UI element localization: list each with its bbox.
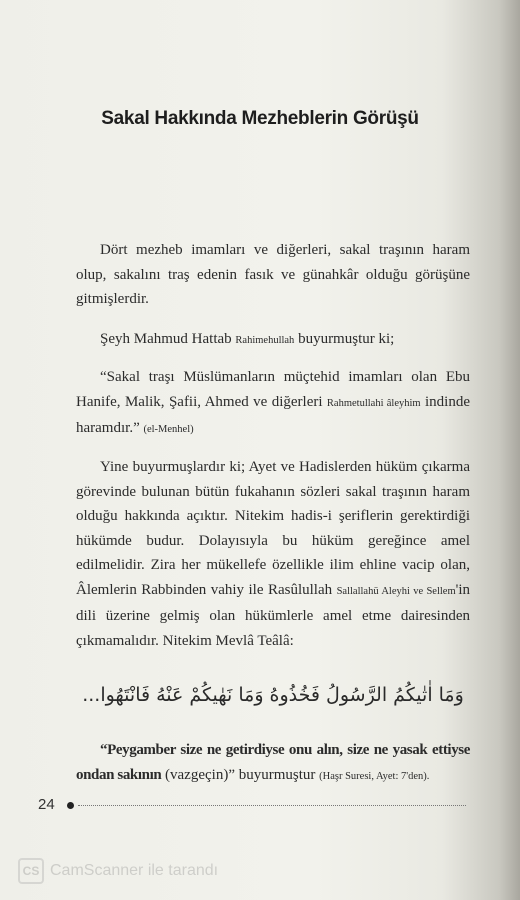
honorific: Rahmetullahi âleyhim [326,397,421,409]
quote-text-end: indinde haramdır.” [76,393,470,436]
scanner-watermark [18,858,218,884]
page-number: 24 [38,796,55,813]
watermark-text: CamScanner ile tarandı [50,862,219,880]
translation-note: (vazgeçin)” buyurmuştur [161,766,320,783]
paragraph-2-text: Şeyh Mahmud Hattab [100,331,236,347]
paragraph-4-text: Yine buyurmuşlardır ki; Ayet ve Hadislerden hüküm çıkarma görevinde bulunan bütün fukahanın sözleri sakal traşının haram olduğu hakkında açıktır. Nitekim hadis-i şeriflerin gerektirdiği hükümde budur. Dolayısıyla bu hüküm gereğince amel edilmelidir. Zira her mükellefe özellikle ilim ehline vacip olan, Âlemlerin Rabbinden vahiy ile Rasûlullah [76,459,470,598]
paragraph-5-translation [76,738,470,789]
paragraph-3-quote [76,365,470,443]
bullet-icon [67,802,74,809]
camscanner-logo-icon: CS [18,858,44,884]
honorific: Rahimehullah [235,335,295,346]
quote-text: “Sakal traşı Müslümanların müçtehid imamları olan Ebu Hanife, Malik, Şafii, Ahmed ve diğerleri [76,369,470,410]
page-title: Sakal Hakkında Mezheblerin Görüşü [101,108,419,129]
honorific: Sallallahü Aleyhi ve Sellem [336,585,456,597]
paragraph-2 [76,327,470,354]
paragraph-4 [76,455,470,653]
page-footer [38,796,468,816]
dotted-divider [78,805,466,806]
paragraph-2-text-end: buyurmuştur ki; [294,331,395,347]
verse-translation: “Peygamber size ne getirdiyse onu alın, size ne yasak ettiyse ondan sakının [76,742,470,783]
citation: (el-Menhel) [143,424,194,435]
paragraph-4-text-end: 'in dili üzerine gelmiş olan hükümlerle amel etme dairesinden çıkmamalıdır. Nitekim Mevlâ Teâlâ: [76,581,471,649]
paragraph-1: Dört mezheb imamları ve diğerleri, sakal traşının haram olup, sakalını traş edenin fasık ve günahkâr olduğu görüşüne gitmişlerdir. [76,242,470,307]
arabic-verse: وَمَا اٰتٰيكُمُ الرَّسُولُ فَخُذُوهُ وَمَا نَهٰيكُمْ عَنْهُ فَانْتَهُوا... [82,684,464,706]
citation: (Haşr Suresi, Ayet: 7'den). [319,770,430,782]
